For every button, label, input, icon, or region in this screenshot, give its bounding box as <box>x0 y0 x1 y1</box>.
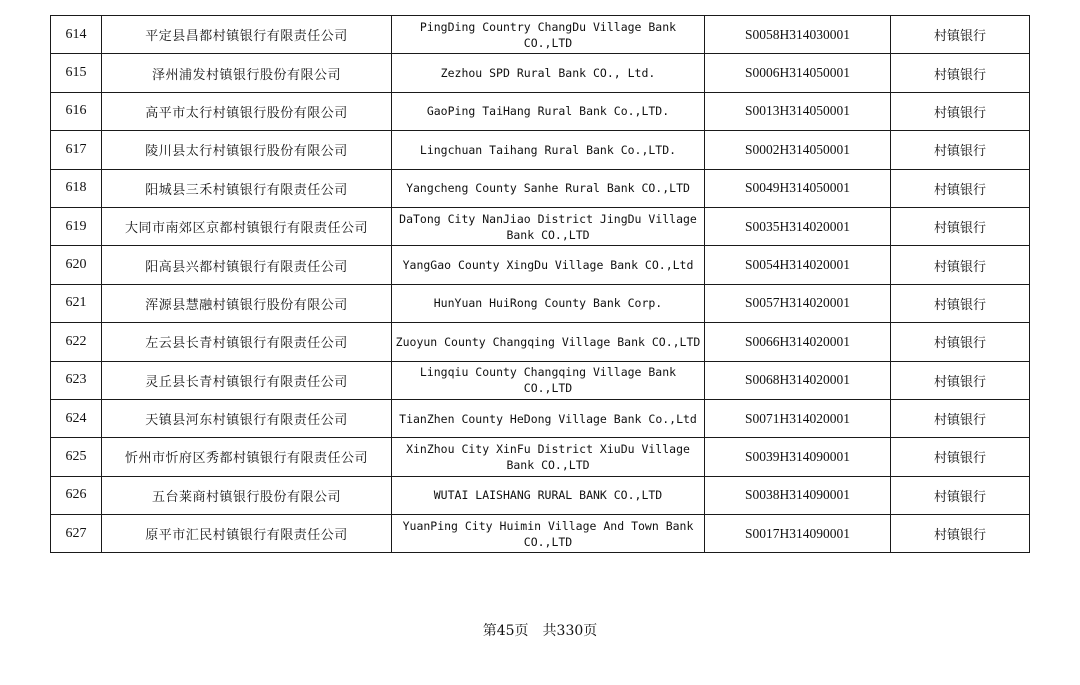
cell-institution-code: S0002H314050001 <box>705 131 891 169</box>
cell-institution-code: S0066H314020001 <box>705 323 891 361</box>
cell-serial-number: 620 <box>51 246 102 284</box>
cell-institution-code: S0035H314020001 <box>705 207 891 245</box>
cell-english-name: DaTong City NanJiao District JingDu Village Bank CO.,LTD <box>392 207 705 245</box>
cell-english-name: HunYuan HuiRong County Bank Corp. <box>392 284 705 322</box>
cell-chinese-name: 灵丘县长青村镇银行有限责任公司 <box>102 361 392 399</box>
cell-institution-type: 村镇银行 <box>891 399 1030 437</box>
cell-institution-type: 村镇银行 <box>891 284 1030 322</box>
cell-serial-number: 623 <box>51 361 102 399</box>
table-row <box>51 54 1030 92</box>
cell-institution-code: S0071H314020001 <box>705 399 891 437</box>
cell-english-name: XinZhou City XinFu District XiuDu Village Bank CO.,LTD <box>392 438 705 476</box>
table-row <box>51 323 1030 361</box>
bank-table <box>50 15 1030 553</box>
cell-serial-number: 616 <box>51 92 102 130</box>
cell-serial-number: 615 <box>51 54 102 92</box>
page-number-footer: 第45页 共330页 <box>482 623 598 639</box>
cell-institution-type: 村镇银行 <box>891 169 1030 207</box>
cell-chinese-name: 平定县昌都村镇银行有限责任公司 <box>102 16 392 54</box>
table-row <box>51 246 1030 284</box>
cell-institution-type: 村镇银行 <box>891 515 1030 553</box>
cell-chinese-name: 大同市南郊区京都村镇银行有限责任公司 <box>102 207 392 245</box>
table-row <box>51 169 1030 207</box>
cell-serial-number: 626 <box>51 476 102 514</box>
cell-serial-number: 625 <box>51 438 102 476</box>
table-row <box>51 284 1030 322</box>
bank-table-body <box>51 16 1030 553</box>
cell-serial-number: 614 <box>51 16 102 54</box>
table-row <box>51 207 1030 245</box>
cell-chinese-name: 五台莱商村镇银行股份有限公司 <box>102 476 392 514</box>
cell-chinese-name: 高平市太行村镇银行股份有限公司 <box>102 92 392 130</box>
cell-english-name: PingDing Country ChangDu Village Bank CO.,LTD <box>392 16 705 54</box>
cell-serial-number: 621 <box>51 284 102 322</box>
cell-chinese-name: 原平市汇民村镇银行有限责任公司 <box>102 515 392 553</box>
bank-table-container <box>50 15 1029 553</box>
cell-serial-number: 624 <box>51 399 102 437</box>
cell-institution-type: 村镇银行 <box>891 92 1030 130</box>
cell-english-name: YuanPing City Huimin Village And Town Bank CO.,LTD <box>392 515 705 553</box>
cell-chinese-name: 泽州浦发村镇银行股份有限公司 <box>102 54 392 92</box>
cell-chinese-name: 陵川县太行村镇银行股份有限公司 <box>102 131 392 169</box>
cell-chinese-name: 天镇县河东村镇银行有限责任公司 <box>102 399 392 437</box>
cell-institution-type: 村镇银行 <box>891 16 1030 54</box>
cell-serial-number: 622 <box>51 323 102 361</box>
cell-english-name: Yangcheng County Sanhe Rural Bank CO.,LTD <box>392 169 705 207</box>
cell-chinese-name: 阳城县三禾村镇银行有限责任公司 <box>102 169 392 207</box>
cell-institution-code: S0058H314030001 <box>705 16 891 54</box>
table-row <box>51 16 1030 54</box>
cell-english-name: Zuoyun County Changqing Village Bank CO.,LTD <box>392 323 705 361</box>
table-row <box>51 131 1030 169</box>
cell-institution-type: 村镇银行 <box>891 476 1030 514</box>
cell-english-name: GaoPing TaiHang Rural Bank Co.,LTD. <box>392 92 705 130</box>
cell-english-name: Zezhou SPD Rural Bank CO., Ltd. <box>392 54 705 92</box>
table-row <box>51 476 1030 514</box>
cell-serial-number: 627 <box>51 515 102 553</box>
cell-institution-type: 村镇银行 <box>891 323 1030 361</box>
cell-chinese-name: 左云县长青村镇银行有限责任公司 <box>102 323 392 361</box>
cell-chinese-name: 忻州市忻府区秀都村镇银行有限责任公司 <box>102 438 392 476</box>
cell-institution-code: S0017H314090001 <box>705 515 891 553</box>
cell-institution-code: S0068H314020001 <box>705 361 891 399</box>
cell-institution-code: S0006H314050001 <box>705 54 891 92</box>
cell-institution-code: S0049H314050001 <box>705 169 891 207</box>
cell-english-name: TianZhen County HeDong Village Bank Co.,Ltd <box>392 399 705 437</box>
cell-institution-type: 村镇银行 <box>891 246 1030 284</box>
cell-institution-code: S0038H314090001 <box>705 476 891 514</box>
table-row <box>51 92 1030 130</box>
cell-serial-number: 617 <box>51 131 102 169</box>
cell-institution-type: 村镇银行 <box>891 207 1030 245</box>
cell-chinese-name: 浑源县慧融村镇银行股份有限公司 <box>102 284 392 322</box>
table-row <box>51 515 1030 553</box>
cell-institution-code: S0039H314090001 <box>705 438 891 476</box>
cell-english-name: Lingchuan Taihang Rural Bank Co.,LTD. <box>392 131 705 169</box>
cell-institution-code: S0054H314020001 <box>705 246 891 284</box>
table-row <box>51 361 1030 399</box>
table-row <box>51 399 1030 437</box>
cell-institution-type: 村镇银行 <box>891 131 1030 169</box>
cell-institution-code: S0013H314050001 <box>705 92 891 130</box>
cell-institution-type: 村镇银行 <box>891 438 1030 476</box>
cell-serial-number: 618 <box>51 169 102 207</box>
cell-serial-number: 619 <box>51 207 102 245</box>
table-row <box>51 438 1030 476</box>
cell-english-name: Lingqiu County Changqing Village Bank CO.,LTD <box>392 361 705 399</box>
cell-institution-code: S0057H314020001 <box>705 284 891 322</box>
cell-chinese-name: 阳高县兴都村镇银行有限责任公司 <box>102 246 392 284</box>
cell-institution-type: 村镇银行 <box>891 361 1030 399</box>
cell-english-name: YangGao County XingDu Village Bank CO.,Ltd <box>392 246 705 284</box>
cell-english-name: WUTAI LAISHANG RURAL BANK CO.,LTD <box>392 476 705 514</box>
cell-institution-type: 村镇银行 <box>891 54 1030 92</box>
